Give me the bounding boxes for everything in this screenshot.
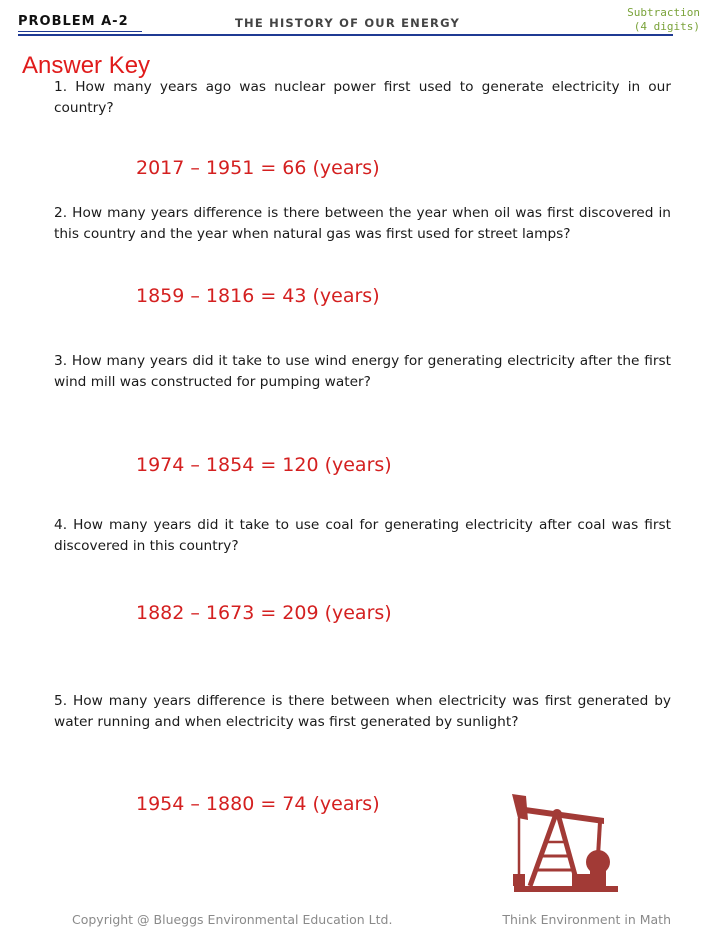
question-4: 4. How many years did it take to use coal for generating electricity after coal was first discovered in this country? xyxy=(54,517,671,554)
answer-3: 1974 – 1854 = 120 (years) xyxy=(136,454,392,476)
question-5: 5. How many years difference is there between when electricity was first generated by water running and when electricity was first generated by sunlight? xyxy=(54,693,671,730)
section-title: THE HISTORY OF OUR ENERGY xyxy=(235,16,461,30)
question-1: 1. How many years ago was nuclear power first used to generate electricity in our country? xyxy=(54,79,671,116)
answer-5: 1954 – 1880 = 74 (years) xyxy=(136,793,380,815)
copyright-text: Copyright @ Blueggs Environmental Education Ltd. xyxy=(72,912,393,927)
page-header xyxy=(0,0,720,44)
topic-label xyxy=(627,6,700,34)
answer-4: 1882 – 1673 = 209 (years) xyxy=(136,602,392,624)
answer-1: 2017 – 1951 = 66 (years) xyxy=(136,157,380,179)
topic-line-2: (4 digits) xyxy=(633,20,700,33)
problem-code: PROBLEM A-2 xyxy=(18,14,129,29)
question-2: 2. How many years difference is there between the year when oil was first discovered in this country and the year when natural gas was first used for street lamps? xyxy=(54,205,671,242)
answer-key-title: Answer Key xyxy=(22,52,151,79)
header-underline xyxy=(18,31,142,32)
oil-pumpjack-icon xyxy=(508,790,620,894)
footer-tagline: Think Environment in Math xyxy=(502,912,671,927)
topic-line-1: Subtraction xyxy=(627,6,700,19)
answer-2: 1859 – 1816 = 43 (years) xyxy=(136,285,380,307)
header-rule xyxy=(18,34,673,36)
question-3: 3. How many years did it take to use wind energy for generating electricity after the first wind mill was constructed for pumping water? xyxy=(54,353,671,390)
